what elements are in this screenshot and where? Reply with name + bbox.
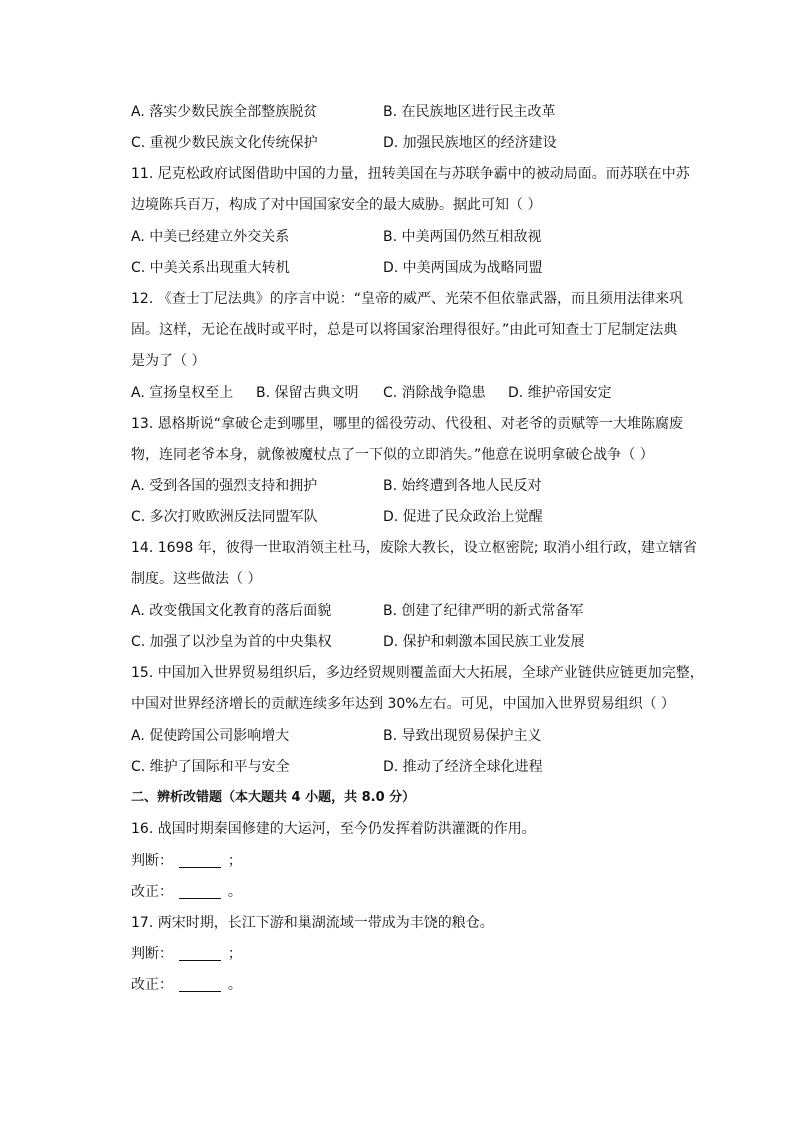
q12-option-a: A. 宣扬皇权至上 bbox=[131, 385, 234, 401]
q17-judge-blank[interactable] bbox=[179, 944, 221, 961]
q17-judge-end: ； bbox=[227, 946, 242, 962]
q13-option-d: D. 促进了民众政治上觉醒 bbox=[383, 509, 543, 525]
q13-option-b: B. 始终遭到各地人民反对 bbox=[383, 478, 542, 494]
q13-stem-line-1: 13. 恩格斯说“拿破仑走到哪里，哪里的徭役劳动、代役租、对老爷的贡赋等一大堆陈腐废 bbox=[131, 416, 683, 432]
q10-option-a: A. 落实少数民族全部整族脱贫 bbox=[131, 104, 318, 120]
q11-option-d: D. 中美两国成为战略同盟 bbox=[383, 260, 543, 276]
q10-option-b: B. 在民族地区进行民主改革 bbox=[383, 104, 556, 120]
q16-correct-label: 改正： bbox=[131, 884, 173, 900]
q12-option-b: B. 保留古典文明 bbox=[256, 385, 359, 401]
q17-correct-blank[interactable] bbox=[179, 975, 221, 992]
q11-option-a: A. 中美已经建立外交关系 bbox=[131, 229, 290, 245]
q12-stem-line-2: 固。这样，无论在战时或平时，总是可以将国家治理得很好。”由此可知查士丁尼制定法典 bbox=[131, 322, 678, 338]
q17-stem: 17. 两宋时期，长江下游和巢湖流域一带成为丰饶的粮仓。 bbox=[131, 915, 494, 931]
q17-judge-row bbox=[131, 942, 691, 966]
q15-option-d: D. 推动了经济全球化进程 bbox=[383, 759, 543, 775]
q11-option-b: B. 中美两国仍然互相敌视 bbox=[383, 229, 542, 245]
q12-option-c: C. 消除战争隐患 bbox=[383, 385, 486, 401]
q15-option-c: C. 维护了国际和平与安全 bbox=[131, 759, 290, 775]
q12-stem-line-3: 是为了（ ） bbox=[131, 353, 206, 369]
q13-option-a: A. 受到各国的强烈支持和拥护 bbox=[131, 478, 318, 494]
q16-judge-blank[interactable] bbox=[179, 851, 221, 868]
q17-correct-row bbox=[131, 973, 691, 997]
q16-correct-blank[interactable] bbox=[179, 882, 221, 899]
q14-option-a: A. 改变俄国文化教育的落后面貌 bbox=[131, 603, 332, 619]
q15-stem-line-1: 15. 中国加入世界贸易组织后，多边经贸规则覆盖面大大拓展，全球产业链供应链更加完整， bbox=[131, 665, 704, 681]
section-2-heading: 二、辨析改错题（本大题共 4 小题，共 8.0 分） bbox=[131, 790, 416, 805]
q10-option-d: D. 加强民族地区的经济建设 bbox=[383, 135, 557, 151]
q14-option-c: C. 加强了以沙皇为首的中央集权 bbox=[131, 634, 332, 650]
q17-judge-label: 判断： bbox=[131, 946, 173, 962]
q11-stem-line-2: 边境陈兵百万，构成了对中国国家安全的最大威胁。据此可知（ ） bbox=[131, 197, 542, 213]
q17-correct-end: 。 bbox=[227, 977, 242, 993]
q13-option-c: C. 多次打败欧洲反法同盟军队 bbox=[131, 509, 318, 525]
q16-stem: 16. 战国时期秦国修建的大运河，至今仍发挥着防洪灌溉的作用。 bbox=[131, 821, 536, 837]
q12-stem-line-1: 12. 《查士丁尼法典》的序言中说：“皇帝的威严、光荣不但依靠武器，而且须用法律来巩 bbox=[131, 291, 683, 307]
q11-stem-line-1: 11. 尼克松政府试图借助中国的力量，扭转美国在与苏联争霸中的被动局面。而苏联在中苏 bbox=[131, 166, 690, 182]
q14-stem-line-2: 制度。这些做法（ ） bbox=[131, 571, 262, 587]
q16-judge-row bbox=[131, 849, 691, 873]
q16-correct-row bbox=[131, 880, 691, 904]
q16-judge-end: ； bbox=[227, 853, 242, 869]
q16-correct-end: 。 bbox=[227, 884, 242, 900]
q15-option-a: A. 促使跨国公司影响增大 bbox=[131, 728, 290, 744]
q17-correct-label: 改正： bbox=[131, 977, 173, 993]
q15-option-b: B. 导致出现贸易保护主义 bbox=[383, 728, 542, 744]
q15-stem-line-2: 中国对世界经济增长的贡献连续多年达到 30%左右。可见，中国加入世界贸易组织（ ） bbox=[131, 696, 676, 712]
q14-option-b: B. 创建了纪律严明的新式常备军 bbox=[383, 603, 584, 619]
q14-option-d: D. 保护和刺激本国民族工业发展 bbox=[383, 634, 585, 650]
q10-option-c: C. 重视少数民族文化传统保护 bbox=[131, 135, 318, 151]
q13-stem-line-2: 物，连同老爷本身，就像被魔杖点了一下似的立即消失。”他意在说明拿破仑战争（ ） bbox=[131, 447, 654, 463]
q16-judge-label: 判断： bbox=[131, 853, 173, 869]
q14-stem-line-1: 14. 1698 年，彼得一世取消领主杜马，废除大教长，设立枢密院; 取消小组行政，建立辖省 bbox=[131, 540, 697, 556]
q12-option-d: D. 维护帝国安定 bbox=[508, 385, 612, 401]
q11-option-c: C. 中美关系出现重大转机 bbox=[131, 260, 290, 276]
